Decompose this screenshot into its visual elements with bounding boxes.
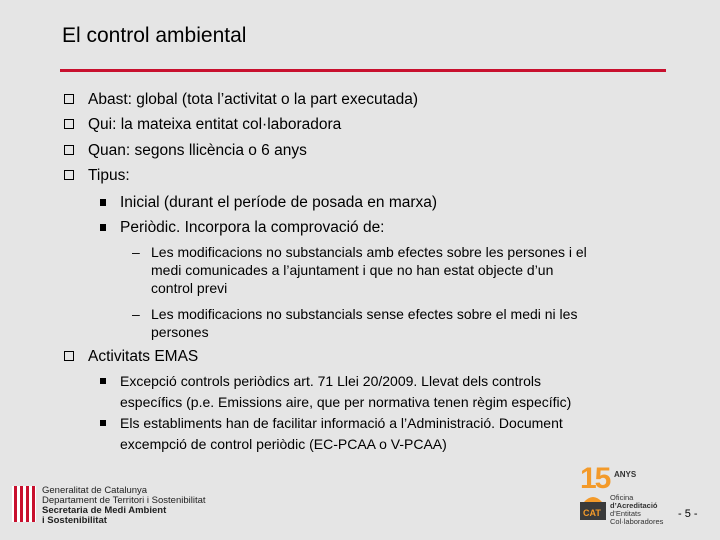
periodic-item: – Les modificacions no substancials amb efectes sobre les persones i el medi comunicades a l’ajuntament i que no han estat objecte d’un control previ xyxy=(132,244,587,296)
bullet-abast: Abast: global (tota l’activitat o la part executada) xyxy=(88,90,418,109)
bullet-qui: Qui: la mateixa entitat col·laboradora xyxy=(88,115,341,134)
page-title: El control ambiental xyxy=(62,24,247,47)
small-square-bullet-icon xyxy=(100,224,106,231)
bullet-tipus: Tipus: xyxy=(88,166,130,185)
bullet-quan: Quan: segons llicència o 6 anys xyxy=(88,141,307,160)
square-bullet-icon xyxy=(64,351,74,361)
tipus-item-periodic: Periòdic. Incorpora la comprovació de: xyxy=(120,218,385,237)
catalan-flag-icon xyxy=(12,486,36,522)
dash-bullet: – xyxy=(132,306,140,322)
small-square-bullet-icon xyxy=(100,378,106,384)
title-rule xyxy=(60,69,666,72)
badge-15: 15 xyxy=(580,462,610,495)
small-square-bullet-icon xyxy=(100,199,106,206)
page-number: - 5 - xyxy=(678,508,698,520)
emas-item: Excepció controls periòdics art. 71 Llei 20/2009. Llevat dels controls específics (p.e. Emissions aire, que per normativa tenen règim específic) xyxy=(120,371,650,413)
periodic-item: – Les modificacions no substancials sense efectes sobre el medi ni les persones xyxy=(132,306,578,340)
badge-anys: ANYS xyxy=(614,470,637,479)
square-bullet-icon xyxy=(64,145,74,155)
oac-logo xyxy=(578,464,678,526)
bullet-emas: Activitats EMAS xyxy=(88,347,198,366)
oac-text: Oficina d’Acreditació d’Entitats Col·laboradores xyxy=(610,493,664,526)
small-square-bullet-icon xyxy=(100,420,106,426)
emas-item: Els establiments han de facilitar informació a l’Administració. Document excempció de control periòdic (EC-PCAA o V-PCAA) xyxy=(120,413,650,455)
square-bullet-icon xyxy=(64,119,74,129)
square-bullet-icon xyxy=(64,170,74,180)
tipus-item-inicial: Inicial (durant el període de posada en marxa) xyxy=(120,193,437,212)
square-bullet-icon xyxy=(64,94,74,104)
dash-bullet: – xyxy=(132,244,140,260)
gencat-text: Generalitat de Catalunya Departament de Territori i Sostenibilitat Secretaria de Medi Ambient i Sostenibilitat xyxy=(42,485,206,526)
cat-label: CAT xyxy=(583,508,601,518)
